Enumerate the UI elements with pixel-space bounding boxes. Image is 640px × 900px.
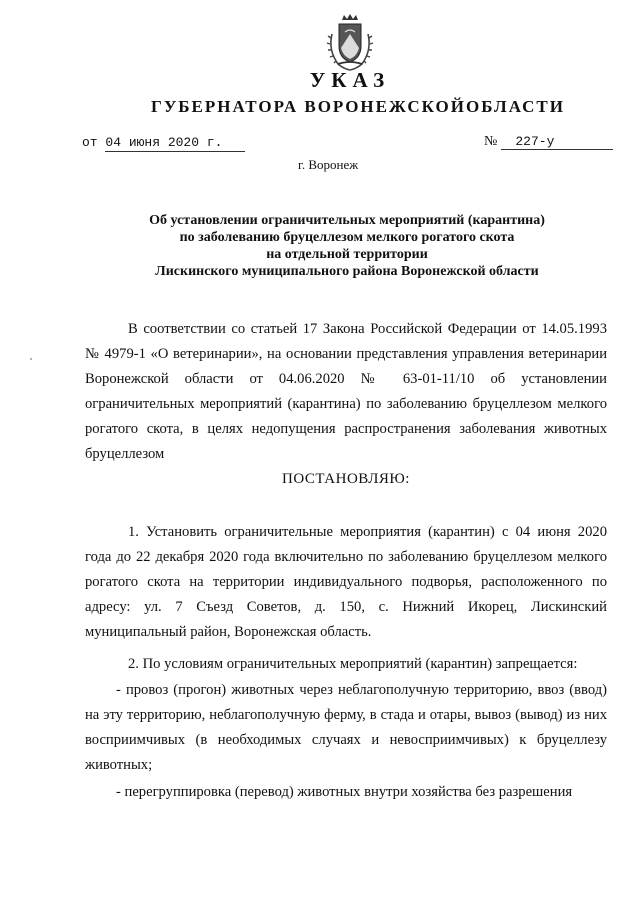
document-title-line: Об установлении ограничительных мероприятий (карантина)	[149, 213, 545, 228]
scan-mark	[30, 358, 32, 360]
list-item: - провоз (прогон) животных через неблагополучную территорию, ввоз (ввод) на эту территорию, неблагополучную ферму, в стада и отары, вывоз (вывод) из них восприимчивых (в необходимых случаях и невосприимчивых) к бруцеллезу животных;	[85, 682, 607, 773]
number-line	[484, 134, 613, 150]
paragraph: 2. По условиям ограничительных мероприятий (карантин) запрещается:	[128, 656, 578, 672]
date-line	[82, 135, 245, 152]
issuer-title: ГУБЕРНАТОРА ВОРОНЕЖСКОЙОБЛАСТИ	[151, 97, 565, 116]
list-item: - перегруппировка (перевод) животных внутри хозяйства без разрешения	[116, 784, 573, 800]
decree-date: 04 июня 2020 г.	[105, 135, 245, 152]
date-prefix: от	[82, 135, 98, 150]
city: г. Воронеж	[298, 157, 359, 172]
decree-title: УКАЗ	[309, 68, 391, 92]
number-sign: №	[484, 134, 498, 149]
decree-number: 227-у	[501, 134, 613, 150]
decree-word: ПОСТАНОВЛЯЮ:	[282, 471, 410, 487]
intro-paragraph: В соответствии со статьей 17 Закона Российской Федерации от 14.05.1993 № 4979-1 «О ветеринарии», на основании представления управления ветеринарии Воронежской области от 04.06.2020 № 63-01-11/10 об установлении ограничительных мероприятий (карантина) по заболеванию бруцеллезом мелкого рогатого скота, в целях недопущения распространения заболевания животных бруцеллезом	[85, 321, 607, 462]
document-title-line: на отдельной территории	[266, 247, 428, 262]
document-title	[120, 212, 574, 280]
coat-of-arms-emblem	[324, 12, 376, 72]
document-title-line: по заболеванию бруцеллезом мелкого рогатого скота	[179, 230, 515, 245]
document-title-line: Лискинского муниципального района Воронежской области	[155, 264, 539, 279]
paragraph: 1. Установить ограничительные мероприятия (карантин) с 04 июня 2020 года до 22 декабря 2020 года включительно по заболеванию бруцеллезом мелкого рогатого скота на территории индивидуального подворья, расположенного по адресу: ул. 7 Съезд Советов, д. 150, с. Нижний Икорец, Лискинский муниципальный район, Воронежская область.	[85, 524, 607, 640]
